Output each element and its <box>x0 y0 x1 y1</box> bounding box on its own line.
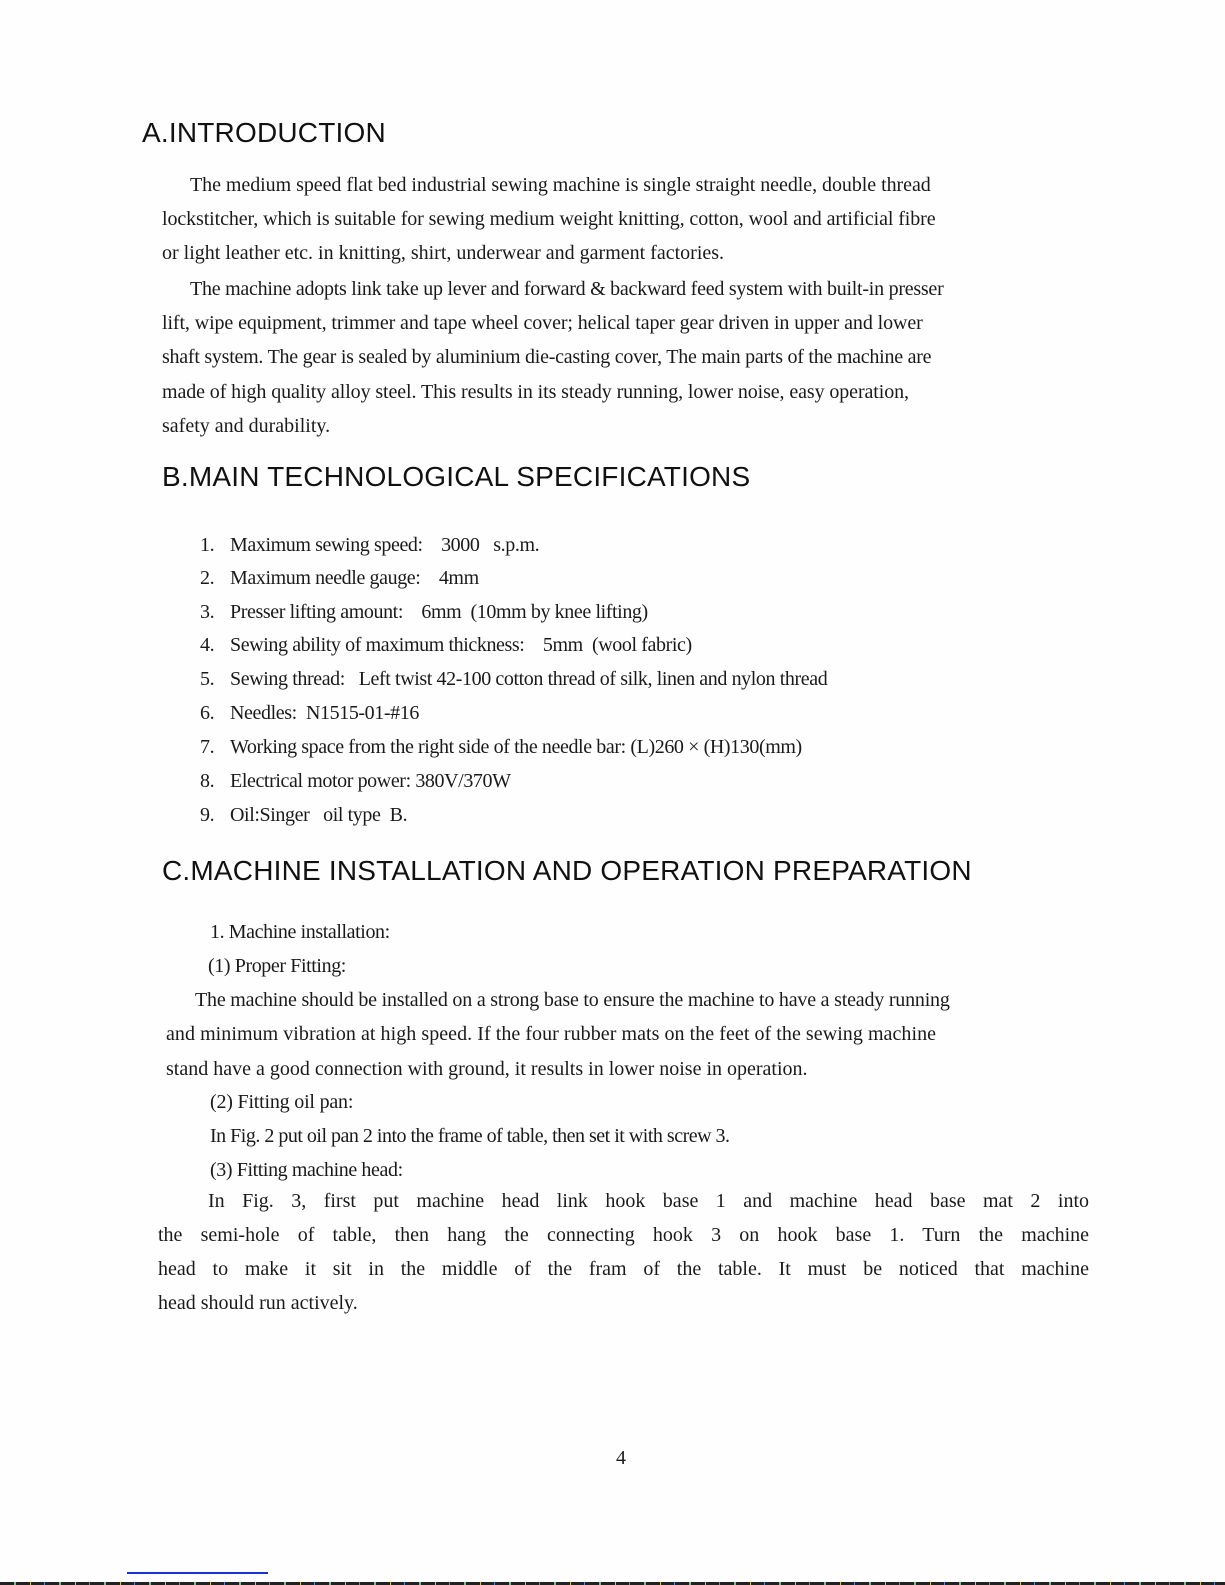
spec-text: Sewing thread: Left twist 42-100 cotton thread of silk, linen and nylon thread <box>230 668 828 690</box>
spec-text: Working space from the right side of the needle bar: (L)260 × (H)130(mm) <box>230 736 802 758</box>
proper-fitting-line1: The machine should be installed on a strong base to ensure the machine to have a steady running <box>195 989 950 1011</box>
proper-fitting-line2: and minimum vibration at high speed. If the four rubber mats on the feet of the sewing machine <box>166 1023 937 1045</box>
spec-item <box>200 735 802 759</box>
spec-number: 8. <box>200 770 215 792</box>
spec-item <box>200 667 827 691</box>
subheading-oil-pan: (2) Fitting oil pan: <box>210 1091 354 1113</box>
section-heading-installation: C.MACHINE INSTALLATION AND OPERATION PREPARATION <box>162 855 972 886</box>
spec-number: 1. <box>200 534 215 556</box>
intro-paragraph1-line2: lockstitcher, which is suitable for sewing medium weight knitting, cotton, wool and artificial fibre <box>162 208 936 230</box>
intro-paragraph2-line3: shaft system. The gear is sealed by aluminium die-casting cover, The main parts of the machine are <box>162 346 932 368</box>
link-underline[interactable] <box>127 1572 268 1574</box>
section-heading-introduction: A.INTRODUCTION <box>142 117 386 148</box>
machine-head-line2: the semi-hole of table, then hang the connecting hook 3 on hook base 1. Turn the machine <box>158 1224 1089 1246</box>
subheading-machine-installation: 1. Machine installation: <box>210 921 390 943</box>
page-number: 4 <box>616 1447 626 1469</box>
spec-number: 6. <box>200 702 215 724</box>
intro-paragraph2-line5: safety and durability. <box>162 415 331 437</box>
oil-pan-instruction: In Fig. 2 put oil pan 2 into the frame of table, then set it with screw 3. <box>210 1125 730 1147</box>
proper-fitting-line3: stand have a good connection with ground, it results in lower noise in operation. <box>166 1058 808 1080</box>
spec-item <box>200 533 539 557</box>
spec-item <box>200 701 419 725</box>
spec-item <box>200 600 648 624</box>
spec-number: 3. <box>200 601 215 623</box>
spec-number: 4. <box>200 634 215 656</box>
section-heading-specifications: B.MAIN TECHNOLOGICAL SPECIFICATIONS <box>162 461 751 492</box>
spec-number: 7. <box>200 736 215 758</box>
spec-text: Presser lifting amount: 6mm (10mm by knee lifting) <box>230 601 648 623</box>
spec-number: 2. <box>200 567 215 589</box>
intro-paragraph2-line1: The machine adopts link take up lever and forward & backward feed system with built-in presser <box>190 278 944 300</box>
spec-number: 9. <box>200 804 215 826</box>
spec-text: Maximum sewing speed: 3000 s.p.m. <box>230 534 540 556</box>
spec-text: Electrical motor power: 380V/370W <box>230 770 511 792</box>
spec-text: Maximum needle gauge: 4mm <box>230 567 479 589</box>
spec-text: Needles: N1515-01-#16 <box>230 702 419 724</box>
spec-number: 5. <box>200 668 215 690</box>
spec-item <box>200 566 479 590</box>
intro-paragraph1-line3: or light leather etc. in knitting, shirt, underwear and garment factories. <box>162 242 725 264</box>
intro-paragraph2-line4: made of high quality alloy steel. This results in its steady running, lower noise, easy operation, <box>162 381 909 403</box>
spec-text: Sewing ability of maximum thickness: 5mm (wool fabric) <box>230 634 692 656</box>
spec-text: Oil:Singer oil type B. <box>230 804 408 826</box>
machine-head-line4: head should run actively. <box>158 1292 358 1314</box>
spec-item <box>200 803 407 827</box>
intro-paragraph2-line2: lift, wipe equipment, trimmer and tape wheel cover; helical taper gear driven in upper and lower <box>162 312 923 334</box>
subheading-proper-fitting: (1) Proper Fitting: <box>208 955 346 977</box>
subheading-machine-head: (3) Fitting machine head: <box>210 1159 403 1181</box>
spec-item <box>200 769 511 793</box>
machine-head-line3: head to make it sit in the middle of the fram of the table. It must be noticed that machine <box>158 1258 1089 1280</box>
intro-paragraph1-line1: The medium speed flat bed industrial sewing machine is single straight needle, double thread <box>190 174 931 196</box>
machine-head-line1: In Fig. 3, first put machine head link hook base 1 and machine head base mat 2 into <box>208 1190 1089 1212</box>
spec-item <box>200 633 692 657</box>
